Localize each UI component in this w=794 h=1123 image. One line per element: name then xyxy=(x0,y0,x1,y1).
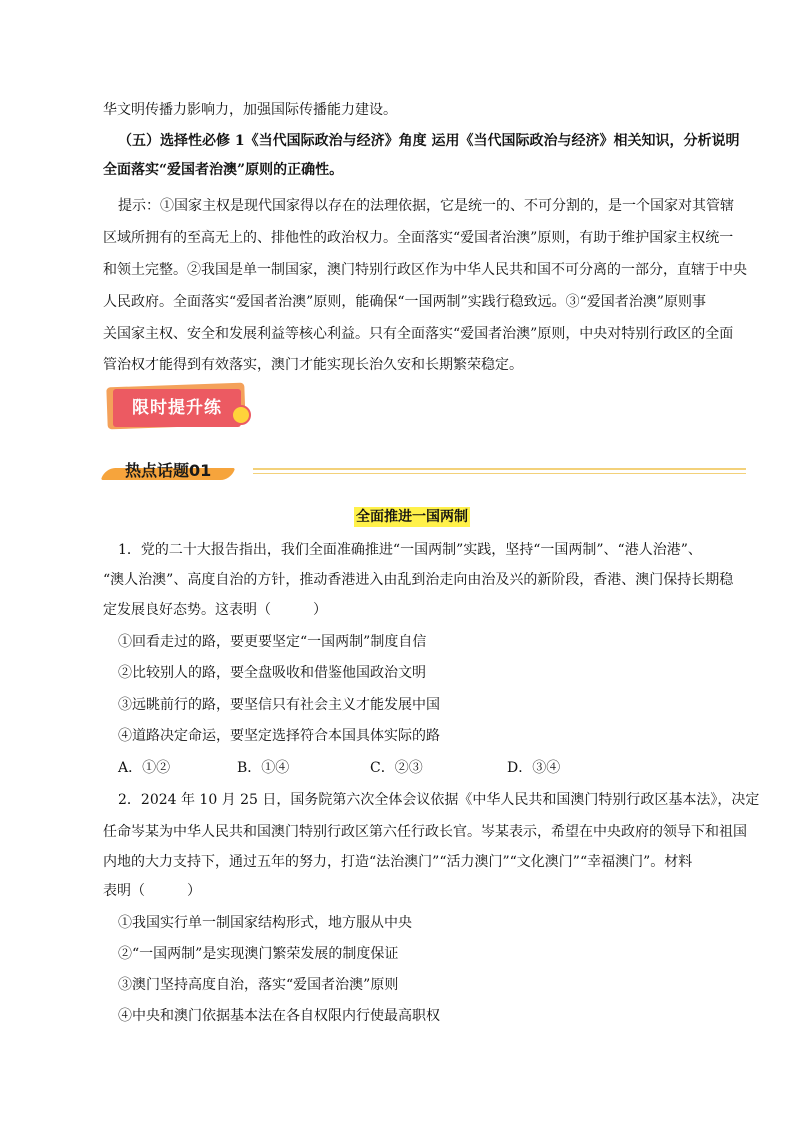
question-five-heading: （五）选择性必修 1《当代国际政治与经济》角度 运用《当代国际政治与经济》相关知识，分析说明 xyxy=(118,133,740,149)
option-d[interactable]: D．③④ xyxy=(507,760,561,776)
statement: ③远眺前行的路，要坚信只有社会主义才能发展中国 xyxy=(118,697,440,713)
topic-header xyxy=(103,458,746,484)
topic-label: 热点话题01 xyxy=(125,461,212,480)
question-line: 定发展良好态势。这表明（ ） xyxy=(103,602,327,618)
question-line: 内地的大力支持下，通过五年的努力，打造“法治澳门”“活力澳门”“文化澳门”“幸福澳门”。材料 xyxy=(103,854,693,870)
statement: ③澳门坚持高度自治，落实“爱国者治澳”原则 xyxy=(118,977,399,993)
statement: ①回看走过的路，要更要坚定“一国两制”制度自信 xyxy=(118,634,427,650)
hint-line: 和领土完整。②我国是单一制国家，澳门特别行政区作为中华人民共和国不可分离的一部分，直辖于中央 xyxy=(103,262,747,278)
hint-line: 关国家主权、安全和发展利益等核心利益。只有全面落实“爱国者治澳”原则，中央对特别行政区的全面 xyxy=(103,326,734,342)
option-c[interactable]: C．②③ xyxy=(370,760,423,776)
option-b[interactable]: B．①④ xyxy=(237,760,290,776)
hint-line: 提示：①国家主权是现代国家得以存在的法理依据，它是统一的、不可分割的，是一个国家对其管辖 xyxy=(118,198,734,214)
topic-divider xyxy=(253,468,746,470)
question-line: “澳人治澳”、高度自治的方针，推动香港进入由乱到治走向由治及兴的新阶段，香港、澳门保持长期稳 xyxy=(103,572,734,588)
hint-line: 区域所拥有的至高无上的、排他性的政治权力。全面落实“爱国者治澳”原则，有助于维护国家主权统一 xyxy=(103,230,734,246)
question-line: 1．党的二十大报告指出，我们全面准确推进“一国两制”实践，坚持“一国两制”、“港人治港”、 xyxy=(118,542,702,558)
statement: ④中央和澳门依据基本法在各自权限内行使最高职权 xyxy=(118,1008,440,1024)
banner-label: 限时提升练 xyxy=(113,389,241,427)
question-five-heading-cont: 全面落实“爱国者治澳”原则的正确性。 xyxy=(103,162,344,178)
statement: ①我国实行单一制国家结构形式，地方服从中央 xyxy=(118,915,412,931)
hint-line: 管治权才能得到有效落实，澳门才能实现长治久安和长期繁荣稳定。 xyxy=(103,357,523,373)
statement: ④道路决定命运，要坚定选择符合本国具体实际的路 xyxy=(118,728,440,744)
hint-line: 人民政府。全面落实“爱国者治澳”原则，能确保“一国两制”实践行稳致远。③“爱国者治澳”原则事 xyxy=(103,294,706,310)
intro-line: 华文明传播力影响力，加强国际传播能力建设。 xyxy=(103,102,397,118)
question-line: 2．2024 年 10 月 25 日，国务院第六次全体会议依据《中华人民共和国澳门特别行政区基本法》，决定 xyxy=(118,792,760,808)
banner-dot-icon xyxy=(231,405,251,425)
statement: ②“一国两制”是实现澳门繁荣发展的制度保证 xyxy=(118,946,399,962)
topic-divider-thin xyxy=(253,473,746,474)
timed-practice-banner xyxy=(107,385,247,433)
question-line: 表明（ ） xyxy=(103,883,201,899)
section-title: 全面推进一国两制 xyxy=(356,509,468,525)
statement: ②比较别人的路，要全盘吸收和借鉴他国政治文明 xyxy=(118,665,426,681)
question-line: 任命岑某为中华人民共和国澳门特别行政区第六任行政长官。岑某表示，希望在中央政府的领导下和祖国 xyxy=(103,824,747,840)
option-a[interactable]: A．①② xyxy=(118,760,171,776)
